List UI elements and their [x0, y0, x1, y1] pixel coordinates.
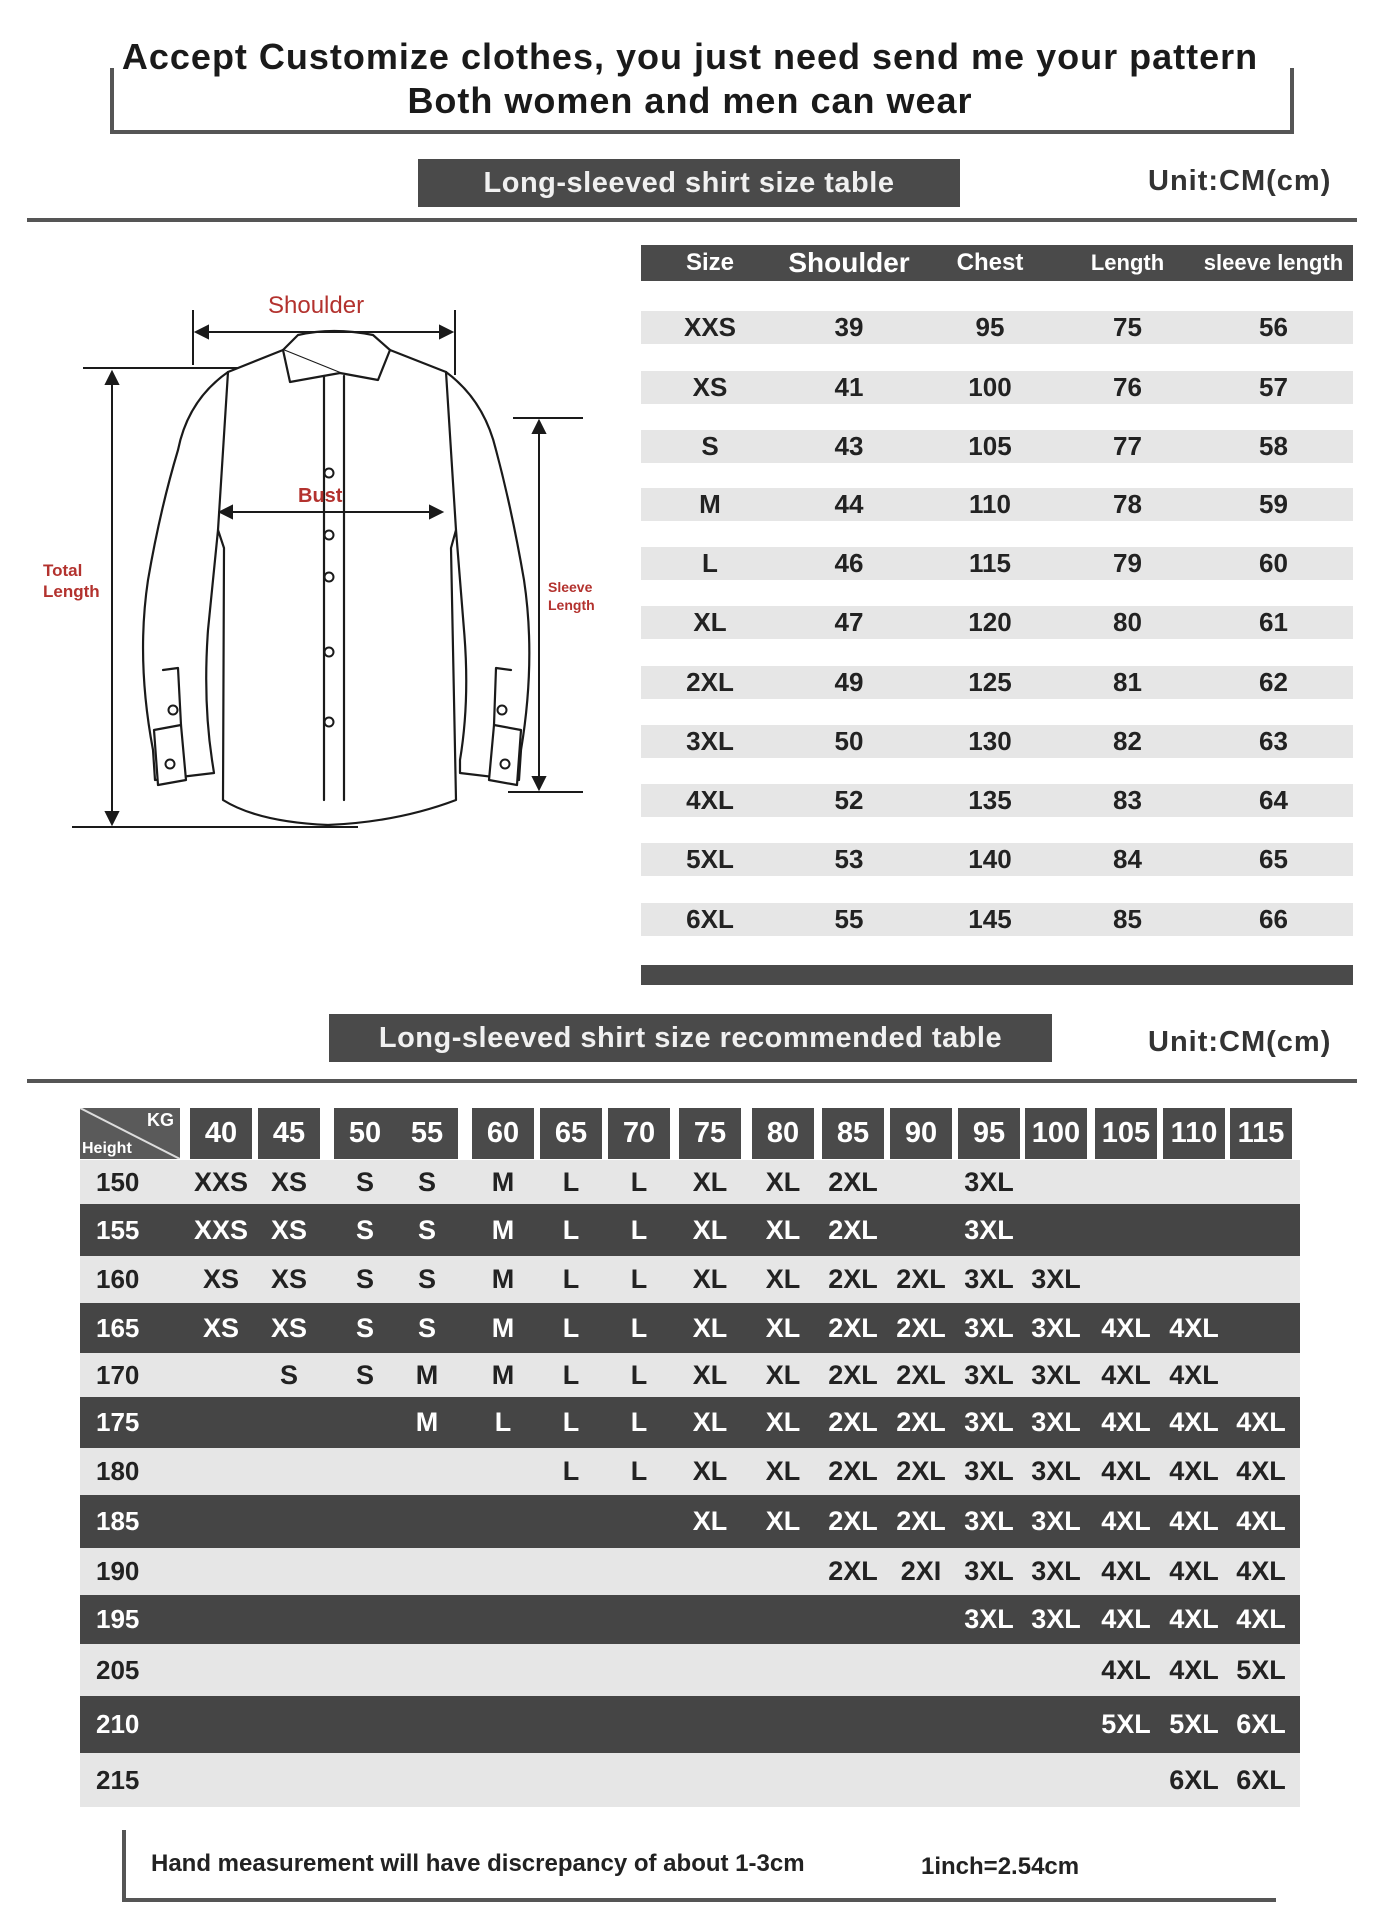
size-cell: L — [562, 1359, 580, 1390]
sleeve-length-label-line1: Sleeve — [548, 579, 593, 595]
cell-shoulder: 49 — [834, 667, 864, 697]
table-row — [80, 1397, 1300, 1448]
cell-shoulder: 43 — [834, 431, 864, 461]
size-cell: 2XL — [896, 1359, 946, 1390]
table-row — [641, 903, 1353, 936]
cell-size: 6XL — [686, 904, 734, 934]
size-cell: 4XL — [1236, 1556, 1286, 1586]
size-cell: L — [630, 1456, 648, 1486]
cell-size: L — [702, 548, 718, 578]
size-cell: XL — [692, 1312, 728, 1343]
size-cell: 2XL — [828, 1407, 878, 1437]
size-table-unit: Unit:CM(cm) — [1148, 165, 1332, 197]
sleeve-length-label — [548, 578, 595, 614]
cell-length: 85 — [1113, 904, 1142, 934]
size-cell: XS — [270, 1264, 308, 1294]
size-cell: 2XL — [896, 1506, 946, 1536]
size-cell: L — [562, 1214, 580, 1245]
size-cell: 3XL — [964, 1359, 1014, 1390]
weight-header: 95 — [958, 1108, 1020, 1159]
weight-header: 60 — [472, 1108, 534, 1159]
size-cell: S — [417, 1264, 436, 1294]
size-cell: XL — [765, 1166, 801, 1197]
cell-shoulder: 44 — [834, 489, 864, 519]
size-cell: XL — [692, 1456, 728, 1486]
weight-header: 80 — [752, 1108, 814, 1159]
cell-chest: 120 — [968, 607, 1012, 637]
size-cell: 4XL — [1236, 1604, 1286, 1634]
size-cell: XL — [765, 1359, 801, 1390]
size-cell: XS — [270, 1214, 308, 1245]
cell-sleeve: 64 — [1259, 785, 1288, 815]
size-cell: 3XL — [964, 1214, 1014, 1245]
size-cell: XL — [765, 1264, 801, 1294]
size-cell: 3XL — [964, 1264, 1014, 1294]
cell-length: 75 — [1113, 312, 1142, 342]
table-row — [641, 547, 1353, 580]
cell-chest: 115 — [969, 548, 1011, 578]
size-cell: L — [630, 1407, 648, 1437]
size-cell: L — [630, 1312, 648, 1343]
cell-size: S — [701, 431, 719, 461]
cell-size: 2XL — [686, 667, 734, 697]
corner-kg: KG — [147, 1110, 174, 1130]
size-cell: 4XL — [1169, 1407, 1219, 1437]
cell-shoulder: 47 — [834, 607, 864, 637]
table-row — [641, 725, 1353, 758]
size-cell: 2XL — [896, 1312, 946, 1343]
cell-shoulder: 55 — [834, 904, 864, 934]
size-cell: S — [417, 1166, 436, 1197]
size-cell: 4XL — [1169, 1359, 1219, 1390]
cell-chest: 100 — [968, 372, 1012, 402]
table-row — [641, 371, 1353, 404]
size-cell: 2XL — [828, 1166, 878, 1197]
header-line-2: Both women and men can wear — [407, 80, 973, 121]
height-cell: 150 — [96, 1166, 140, 1197]
size-cell: 2XL — [896, 1407, 946, 1437]
table-row — [641, 666, 1353, 699]
shirt-diagram — [28, 280, 618, 840]
column-header-sleeve-length: sleeve length — [1203, 250, 1344, 275]
cell-chest: 145 — [968, 904, 1012, 934]
cell-shoulder: 41 — [834, 372, 864, 402]
shirt-outline — [28, 280, 618, 840]
table-row — [80, 1495, 1300, 1548]
weight-header: 55 — [396, 1108, 458, 1159]
size-cell: 6XL — [1236, 1709, 1286, 1739]
size-cell: 3XL — [964, 1312, 1014, 1343]
weight-header: 45 — [258, 1108, 320, 1159]
size-cell: 4XL — [1169, 1456, 1219, 1486]
weight-header: 65 — [540, 1108, 602, 1159]
size-cell: 3XL — [964, 1166, 1014, 1197]
size-cell: 3XL — [964, 1456, 1014, 1486]
size-cell: 4XL — [1101, 1604, 1151, 1634]
height-cell: 180 — [96, 1456, 140, 1486]
cell-sleeve: 56 — [1259, 312, 1288, 342]
recommended-table — [80, 1108, 1300, 1808]
size-cell: 3XL — [1031, 1506, 1081, 1536]
header-line-1: Accept Customize clothes, you just need send me your pattern — [121, 36, 1259, 77]
total-length-label-line2: Length — [43, 582, 100, 601]
column-header-shoulder: Shoulder — [788, 247, 910, 278]
size-cell: 2XL — [828, 1214, 878, 1245]
height-cell: 210 — [96, 1709, 140, 1739]
size-cell: 2XL — [896, 1456, 946, 1486]
size-cell: 3XL — [1031, 1264, 1081, 1294]
size-cell: M — [491, 1214, 515, 1245]
cell-length: 84 — [1113, 844, 1142, 874]
size-cell: 2XL — [828, 1456, 878, 1486]
height-cell: 205 — [96, 1654, 140, 1685]
size-cell: 4XL — [1169, 1556, 1219, 1586]
size-cell: 4XL — [1236, 1456, 1286, 1486]
size-table — [641, 245, 1353, 985]
cell-shoulder: 46 — [834, 548, 864, 578]
header — [0, 34, 1380, 130]
weight-header: 50 — [334, 1108, 396, 1159]
weight-header: 85 — [822, 1108, 884, 1159]
size-cell: M — [491, 1359, 515, 1390]
cell-size: XXS — [683, 312, 737, 342]
size-cell: 2XL — [828, 1312, 878, 1343]
size-cell: 4XL — [1236, 1506, 1286, 1536]
size-cell: 3XL — [964, 1506, 1014, 1536]
cell-sleeve: 65 — [1259, 844, 1288, 874]
weight-header: 105 — [1095, 1108, 1157, 1159]
size-cell: XS — [202, 1312, 240, 1343]
size-table-header — [641, 245, 1353, 281]
cell-shoulder: 52 — [834, 785, 864, 815]
size-cell: XL — [692, 1506, 728, 1536]
cell-shoulder: 53 — [834, 844, 864, 874]
size-cell: L — [630, 1214, 648, 1245]
cell-size: XL — [693, 607, 727, 637]
size-cell: M — [491, 1166, 515, 1197]
weight-header: 40 — [190, 1108, 252, 1159]
weight-header: 90 — [890, 1108, 952, 1159]
size-cell: XL — [692, 1359, 728, 1390]
cell-length: 83 — [1113, 785, 1142, 815]
size-cell: XL — [765, 1214, 801, 1245]
size-cell: 3XL — [964, 1556, 1014, 1586]
cell-chest: 135 — [968, 785, 1012, 815]
cell-chest: 140 — [968, 844, 1012, 874]
cell-length: 82 — [1113, 726, 1142, 756]
cell-sleeve: 61 — [1259, 607, 1288, 637]
size-cell: L — [630, 1359, 648, 1390]
size-cell: S — [355, 1312, 374, 1343]
size-cell: 6XL — [1236, 1764, 1286, 1795]
size-cell: 3XL — [1031, 1556, 1081, 1586]
shoulder-label: Shoulder — [268, 292, 365, 319]
size-cell: 2XL — [828, 1264, 878, 1294]
size-cell: 2XL — [896, 1264, 946, 1294]
size-cell: 2XL — [828, 1359, 878, 1390]
size-cell: L — [494, 1407, 512, 1437]
weight-header: 100 — [1025, 1108, 1087, 1159]
footer-conversion: 1inch=2.54cm — [921, 1853, 1080, 1880]
size-cell: XL — [765, 1407, 801, 1437]
size-cell: XL — [765, 1506, 801, 1536]
cell-shoulder: 39 — [834, 312, 864, 342]
height-cell: 185 — [96, 1506, 140, 1536]
height-cell: 215 — [96, 1764, 140, 1795]
recommended-table-title: Long-sleeved shirt size recommended table — [329, 1014, 1052, 1062]
size-cell: 4XL — [1101, 1506, 1151, 1536]
table-row — [641, 843, 1353, 876]
table-row — [641, 430, 1353, 463]
table-row — [80, 1548, 1300, 1595]
weight-header: 115 — [1230, 1108, 1292, 1159]
total-length-label — [43, 560, 100, 602]
divider — [27, 1079, 1357, 1083]
size-cell: XXS — [193, 1214, 249, 1245]
size-cell: L — [562, 1407, 580, 1437]
cell-size: 3XL — [686, 726, 734, 756]
recommended-table-unit: Unit:CM(cm) — [1148, 1026, 1332, 1058]
corner-height: Height — [82, 1140, 132, 1157]
size-table-title: Long-sleeved shirt size table — [418, 159, 960, 207]
size-cell: 5XL — [1101, 1709, 1151, 1739]
size-cell: 4XL — [1101, 1654, 1151, 1685]
cell-chest: 130 — [968, 726, 1012, 756]
size-cell: M — [415, 1407, 439, 1437]
divider — [27, 218, 1357, 222]
size-cell: XL — [692, 1264, 728, 1294]
weight-header: 75 — [679, 1108, 741, 1159]
size-cell: XL — [692, 1407, 728, 1437]
cell-sleeve: 57 — [1259, 372, 1288, 402]
cell-length: 81 — [1113, 667, 1142, 697]
size-cell: XL — [692, 1166, 728, 1197]
size-cell: 4XL — [1101, 1312, 1151, 1343]
size-cell: L — [562, 1312, 580, 1343]
size-cell: S — [417, 1312, 436, 1343]
size-cell: 3XL — [1031, 1359, 1081, 1390]
table-row — [641, 311, 1353, 344]
total-length-label-line1: Total — [43, 561, 83, 580]
size-cell: XL — [692, 1214, 728, 1245]
size-cell: 3XL — [964, 1407, 1014, 1437]
cell-sleeve: 66 — [1259, 904, 1288, 934]
size-cell: XS — [270, 1166, 308, 1197]
weight-header: 110 — [1163, 1108, 1225, 1159]
footer-note: Hand measurement will have discrepancy of about 1-3cm — [151, 1850, 805, 1877]
cell-size: 4XL — [686, 785, 734, 815]
size-cell: XL — [765, 1456, 801, 1486]
size-cell: 3XL — [1031, 1312, 1081, 1343]
bust-label: Bust — [298, 485, 343, 507]
cell-sleeve: 59 — [1259, 489, 1288, 519]
size-cell: 4XL — [1101, 1407, 1151, 1437]
cell-length: 76 — [1113, 372, 1142, 402]
table-row — [641, 606, 1353, 639]
size-cell: XS — [270, 1312, 308, 1343]
size-cell: 3XL — [1031, 1456, 1081, 1486]
size-cell: S — [417, 1214, 436, 1245]
table-row — [80, 1204, 1300, 1256]
cell-chest: 105 — [968, 431, 1012, 461]
table-row — [80, 1303, 1300, 1353]
cell-size: M — [699, 489, 721, 519]
cell-length: 78 — [1113, 489, 1142, 519]
height-cell: 175 — [96, 1407, 140, 1437]
size-cell: 3XL — [1031, 1604, 1081, 1634]
size-cell: 5XL — [1236, 1654, 1286, 1685]
size-cell: L — [562, 1166, 580, 1197]
size-cell: S — [279, 1359, 298, 1390]
table-row — [80, 1160, 1300, 1204]
cell-sleeve: 63 — [1259, 726, 1288, 756]
table-row — [641, 784, 1353, 817]
height-cell: 155 — [96, 1214, 140, 1245]
cell-chest: 125 — [968, 667, 1012, 697]
cell-sleeve: 62 — [1259, 667, 1288, 697]
table-row — [80, 1448, 1300, 1495]
height-cell: 160 — [96, 1264, 140, 1294]
size-cell: 4XL — [1169, 1654, 1219, 1685]
size-cell: 6XL — [1169, 1764, 1219, 1795]
size-cell: S — [355, 1264, 374, 1294]
size-cell: 4XL — [1169, 1506, 1219, 1536]
weight-header: 70 — [608, 1108, 670, 1159]
size-cell: 3XL — [964, 1604, 1014, 1634]
size-cell: 5XL — [1169, 1709, 1219, 1739]
size-cell: L — [562, 1264, 580, 1294]
table-row — [80, 1696, 1300, 1753]
size-cell: M — [415, 1359, 439, 1390]
size-cell: 3XL — [1031, 1407, 1081, 1437]
size-cell: 4XL — [1236, 1407, 1286, 1437]
size-cell: S — [355, 1166, 374, 1197]
size-cell: XS — [202, 1264, 240, 1294]
cell-chest: 95 — [975, 312, 1005, 342]
cell-length: 80 — [1113, 607, 1142, 637]
size-cell: S — [355, 1214, 374, 1245]
table-row — [80, 1353, 1300, 1397]
size-cell: 2XL — [828, 1556, 878, 1586]
cell-size: XS — [692, 372, 728, 402]
table-row — [80, 1256, 1300, 1303]
size-cell: XXS — [193, 1166, 249, 1197]
size-cell: L — [562, 1456, 580, 1486]
table-row — [80, 1644, 1300, 1696]
size-cell: 4XL — [1169, 1604, 1219, 1634]
size-cell: L — [630, 1166, 648, 1197]
size-cell: M — [491, 1312, 515, 1343]
column-header-chest: Chest — [956, 249, 1024, 276]
cell-length: 77 — [1113, 431, 1142, 461]
cell-chest: 110 — [969, 489, 1011, 519]
cell-sleeve: 58 — [1259, 431, 1288, 461]
cell-sleeve: 60 — [1259, 548, 1288, 578]
size-cell: 4XL — [1169, 1312, 1219, 1343]
size-cell: 4XL — [1101, 1456, 1151, 1486]
size-cell: XL — [765, 1312, 801, 1343]
table-row — [80, 1595, 1300, 1644]
height-cell: 195 — [96, 1604, 140, 1634]
height-cell: 190 — [96, 1556, 140, 1586]
corner-cell — [80, 1108, 180, 1159]
column-header-length: Length — [1090, 250, 1165, 275]
size-cell: M — [491, 1264, 515, 1294]
column-header-size: Size — [685, 249, 735, 276]
height-cell: 165 — [96, 1312, 140, 1343]
size-cell: 2XI — [900, 1556, 942, 1586]
size-cell: 2XL — [828, 1506, 878, 1536]
height-cell: 170 — [96, 1359, 140, 1390]
size-table-footer-bar — [641, 965, 1353, 985]
size-cell: L — [630, 1264, 648, 1294]
size-cell: 4XL — [1101, 1556, 1151, 1586]
sleeve-length-label-line2: Length — [548, 597, 595, 613]
size-cell: S — [355, 1359, 374, 1390]
size-cell: 4XL — [1101, 1359, 1151, 1390]
cell-shoulder: 50 — [834, 726, 864, 756]
table-row — [80, 1753, 1300, 1807]
table-row — [641, 488, 1353, 521]
cell-length: 79 — [1113, 548, 1142, 578]
cell-size: 5XL — [686, 844, 734, 874]
